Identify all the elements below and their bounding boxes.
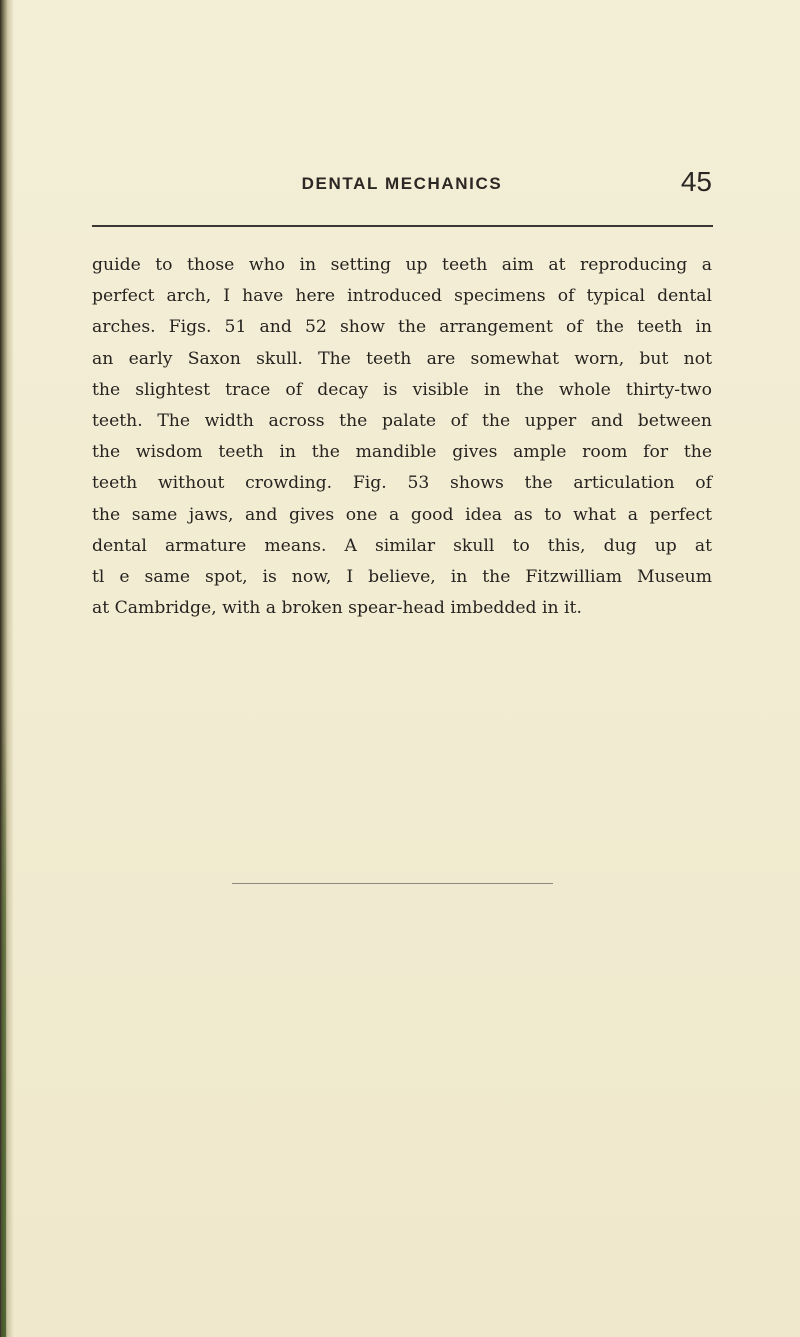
page-number: 45 — [680, 166, 712, 197]
text-line: at Cambridge, with a broken spear-head imbedded in it. — [92, 598, 582, 619]
header-rule — [92, 225, 713, 227]
running-title: DENTAL MECHANICS — [301, 174, 503, 193]
text-line: the slightest trace of decay is visible in the whole thirty-two — [92, 379, 712, 400]
text-line: tl e same spot, is now, I believe, in the Fitzwilliam Museum — [92, 567, 712, 588]
section-end-rule — [232, 883, 553, 884]
binding-edge — [0, 0, 14, 1337]
text-line: the same jaws, and gives one a good idea as to what a perfect — [92, 504, 712, 525]
text-line: dental armature means. A similar skull to this, dug up at — [92, 535, 712, 556]
text-line: guide to those who in setting up teeth aim at reproducing a — [92, 255, 712, 275]
text-line: teeth. The width across the palate of the upper and between — [92, 411, 712, 432]
body-paragraph — [92, 250, 712, 624]
text-line: teeth without crowding. Fig. 53 shows the articulation of — [92, 473, 712, 494]
text-line: the wisdom teeth in the mandible gives ample room for the — [92, 442, 712, 463]
text-line: an early Saxon skull. The teeth are somewhat worn, but not — [92, 348, 712, 369]
running-head — [92, 166, 712, 206]
text-line: arches. Figs. 51 and 52 show the arrangement of the teeth in — [92, 317, 712, 338]
text-line: perfect arch, I have here introduced specimens of typical dental — [92, 286, 712, 307]
